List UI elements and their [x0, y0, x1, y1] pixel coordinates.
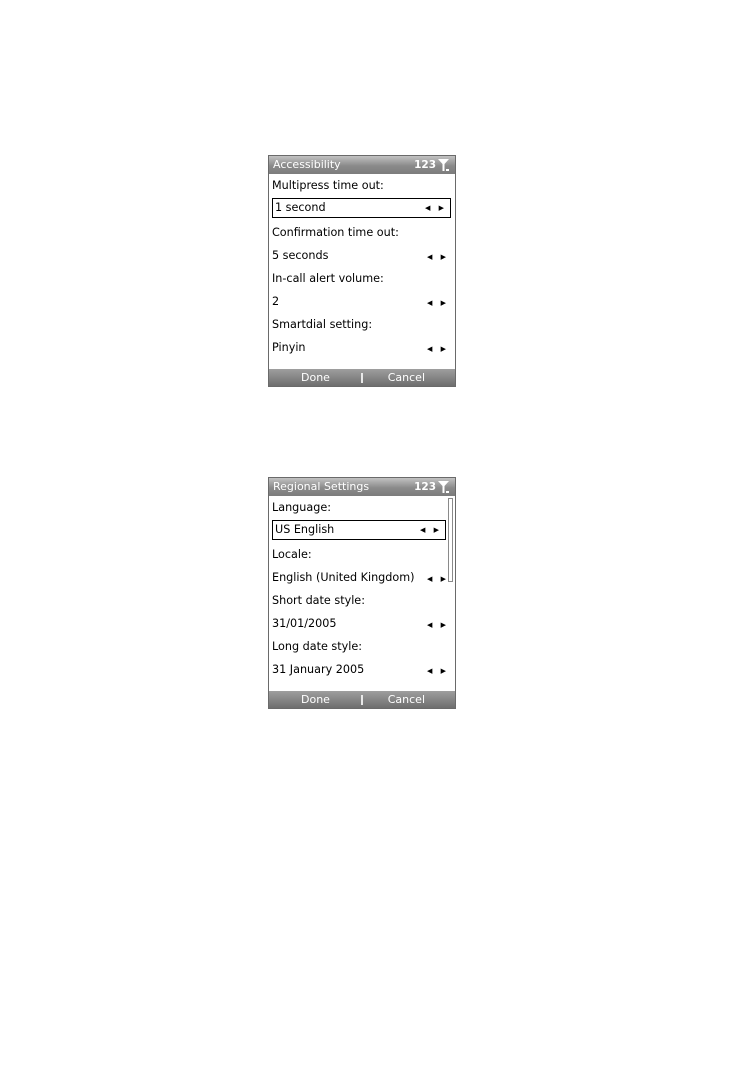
- cancel-softkey[interactable]: Cancel: [387, 371, 425, 384]
- locale-value: English (United Kingdom): [272, 571, 415, 584]
- status-indicators: [414, 478, 449, 496]
- short-date-style-spinner[interactable]: [272, 612, 455, 635]
- in-call-alert-volume-value: 2: [272, 295, 280, 308]
- smartdial-setting-spinner[interactable]: [272, 336, 455, 359]
- left-right-arrows-icon[interactable]: ◀ ▶: [427, 667, 449, 675]
- long-date-style-value: 31 January 2005: [272, 663, 365, 676]
- title-bar: [269, 478, 455, 496]
- softkey-bar: [269, 369, 455, 386]
- left-right-arrows-icon[interactable]: ◀ ▶: [420, 526, 442, 534]
- short-date-style-value: 31/01/2005: [272, 617, 337, 630]
- smartdial-setting-label: Smartdial setting:: [272, 318, 373, 331]
- screen-title: Regional Settings: [273, 480, 370, 493]
- left-right-arrows-icon[interactable]: ◀ ▶: [427, 575, 449, 583]
- done-softkey[interactable]: Done: [301, 693, 330, 706]
- multipress-timeout-spinner[interactable]: [272, 198, 451, 218]
- multipress-timeout-value: 1 second: [275, 201, 326, 214]
- signal-antenna-icon: [438, 158, 449, 172]
- input-mode-indicator: 123: [414, 481, 436, 493]
- confirmation-timeout-spinner[interactable]: [272, 244, 455, 267]
- left-right-arrows-icon[interactable]: ◀ ▶: [427, 621, 449, 629]
- done-softkey[interactable]: Done: [301, 371, 330, 384]
- smartdial-setting-value: Pinyin: [272, 341, 306, 354]
- softkey-divider: [361, 373, 363, 383]
- language-spinner[interactable]: [272, 520, 446, 540]
- cancel-softkey[interactable]: Cancel: [387, 693, 425, 706]
- settings-list: [269, 496, 455, 690]
- language-value: US English: [275, 523, 335, 536]
- signal-antenna-icon: [438, 480, 449, 494]
- title-bar: [269, 156, 455, 174]
- short-date-style-label: Short date style:: [272, 594, 365, 607]
- input-mode-indicator: 123: [414, 159, 436, 171]
- locale-spinner[interactable]: [272, 566, 455, 589]
- softkey-bar: [269, 691, 455, 708]
- in-call-alert-volume-spinner[interactable]: [272, 290, 455, 313]
- status-indicators: [414, 156, 449, 174]
- confirmation-timeout-label: Confirmation time out:: [272, 226, 399, 239]
- regional-settings-screen: [268, 477, 456, 709]
- left-right-arrows-icon[interactable]: ◀ ▶: [427, 299, 449, 307]
- locale-label: Locale:: [272, 548, 312, 561]
- settings-list: [269, 174, 455, 368]
- language-label: Language:: [272, 501, 331, 514]
- long-date-style-spinner[interactable]: [272, 658, 455, 681]
- accessibility-screen: [268, 155, 456, 387]
- long-date-style-label: Long date style:: [272, 640, 363, 653]
- in-call-alert-volume-label: In-call alert volume:: [272, 272, 384, 285]
- confirmation-timeout-value: 5 seconds: [272, 249, 329, 262]
- left-right-arrows-icon[interactable]: ◀ ▶: [427, 253, 449, 261]
- screen-title: Accessibility: [273, 158, 341, 171]
- softkey-divider: [361, 695, 363, 705]
- left-right-arrows-icon[interactable]: ◀ ▶: [425, 204, 447, 212]
- multipress-timeout-label: Multipress time out:: [272, 179, 384, 192]
- left-right-arrows-icon[interactable]: ◀ ▶: [427, 345, 449, 353]
